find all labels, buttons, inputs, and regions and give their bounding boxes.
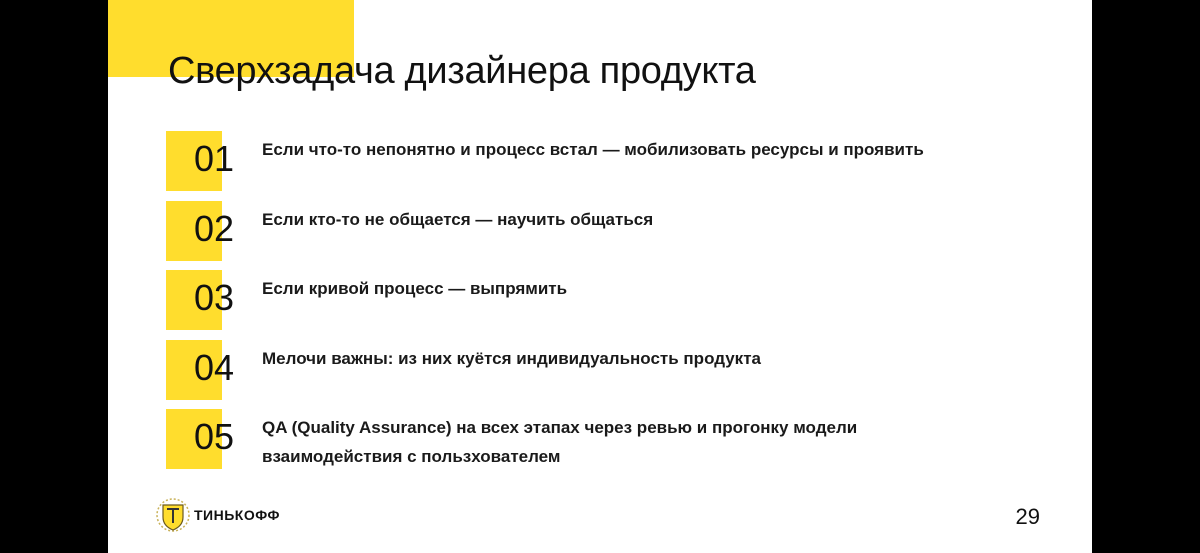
- page-number: 29: [1015, 504, 1040, 529]
- tinkoff-logo: [156, 497, 280, 533]
- slide-title: Сверхзадача дизайнера продукта: [168, 50, 756, 92]
- tinkoff-coat-of-arms-icon: [156, 497, 190, 533]
- item-text: Мелочи важны: из них куётся индивидуальность продукта: [262, 349, 761, 368]
- presentation-slide: [108, 0, 1092, 553]
- logo-text: ТИНЬКОФФ: [194, 507, 280, 523]
- item-number: 05: [194, 416, 235, 457]
- item-number: 03: [194, 277, 235, 318]
- item-number: 01: [194, 138, 235, 179]
- item-text: QA (Quality Assurance) на всех этапах через ревью и прогонку модели взаимодействия с пользхователем: [262, 418, 858, 466]
- item-text: Если что-то непонятно и процесс встал — мобилизовать ресурсы и проявить: [262, 140, 924, 159]
- item-number: 02: [194, 208, 235, 249]
- item-number: 04: [194, 347, 235, 388]
- item-text: Если кривой процесс — выпрямить: [262, 279, 568, 298]
- item-text: Если кто-то не общается — научить общаться: [262, 210, 654, 229]
